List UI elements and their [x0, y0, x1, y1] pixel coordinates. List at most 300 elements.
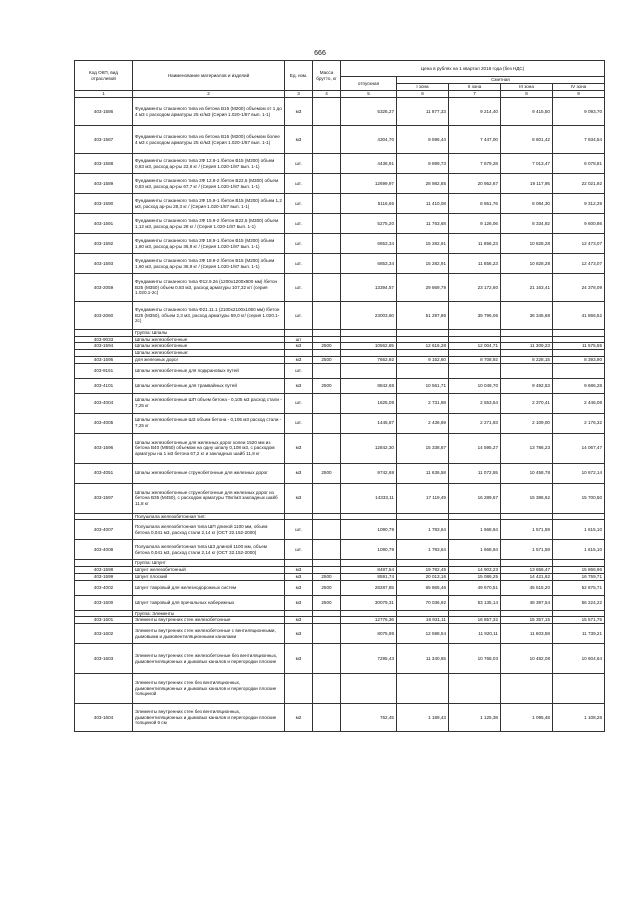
- row-code: 403-9151: [75, 363, 133, 378]
- table-row: [75, 302, 605, 330]
- col-index: 5: [341, 91, 397, 98]
- row-zone-3-price: 8 084,30: [501, 194, 553, 214]
- row-name: Шпалы железобетонные: [133, 343, 285, 350]
- row-release-price: 6853,34: [341, 254, 397, 274]
- row-zone-1-price: 15 282,91: [397, 234, 449, 254]
- row-unit: [285, 610, 313, 617]
- row-release-price: [341, 513, 397, 520]
- col-unit-header: Ед. изм.: [285, 61, 313, 91]
- row-zone-4-price: 22 021,92: [553, 174, 605, 194]
- row-code: [75, 330, 133, 337]
- row-name: Шпалы железобетонные ШЗ объем бетона - 0,105 м3 расход стали - 7,25 кг: [133, 413, 285, 433]
- row-unit: [285, 674, 313, 704]
- col-index: 7: [449, 91, 501, 98]
- row-mass: 2500: [313, 595, 341, 610]
- row-zone-1-price: 15 282,91: [397, 254, 449, 274]
- row-release-price: [341, 330, 397, 337]
- row-name: Шпунт тавровый для железнодорожных систем: [133, 580, 285, 595]
- row-zone-4-price: 1 108,28: [553, 704, 605, 732]
- table-row: [75, 126, 605, 154]
- row-zone-2-price: 53 135,14: [449, 595, 501, 610]
- table-row: [75, 234, 605, 254]
- row-zone-2-price: 7 447,00: [449, 126, 501, 154]
- row-zone-3-price: 10 828,28: [501, 234, 553, 254]
- row-zone-1-price: [397, 610, 449, 617]
- col-index: 3: [285, 91, 313, 98]
- row-zone-4-price: 2 446,08: [553, 393, 605, 413]
- row-name: Шпалы железобетонные ШП объем бетона - 0,105 м3 расход стали - 7,25 кг: [133, 393, 285, 413]
- table-row: [75, 393, 605, 413]
- row-zone-3-price: 9 492,53: [501, 378, 553, 393]
- row-zone-2-price: 9 214,40: [449, 98, 501, 126]
- row-release-price: [341, 363, 397, 378]
- row-zone-1-price: 51 297,86: [397, 302, 449, 330]
- row-zone-3-price: [501, 330, 553, 337]
- row-zone-1-price: 2 731,98: [397, 393, 449, 413]
- row-zone-2-price: 16 289,57: [449, 483, 501, 513]
- row-release-price: 12776,36: [341, 617, 397, 624]
- row-name: Элементы внутренних стен железобетонные с вентиляционными, дымовыми и дымовентиляционными каналами: [133, 624, 285, 644]
- row-name: Шпалы железобетонные для подкрановых путей: [133, 363, 285, 378]
- row-name: Полушпала железобетонная тип:: [133, 513, 285, 520]
- table-row: [75, 274, 605, 302]
- row-unit: м3: [285, 433, 313, 463]
- row-code: 403-1598: [75, 567, 133, 574]
- row-name: Полушпала железобетонная типа ШП длиной 1100 мм, объем бетона 0,041 м3, расход стали 2,14 кг (ОСТ 32.152-2000): [133, 520, 285, 540]
- row-unit: шт.: [285, 520, 313, 540]
- row-code: 403-1592: [75, 234, 133, 254]
- row-unit: м3: [285, 378, 313, 393]
- col-release-header: отпускная: [341, 77, 397, 91]
- row-unit: м3: [285, 463, 313, 483]
- row-name: Фундаменты стаканного типа из бетона В15 (М200) объемом более 4 м3 с расходом арматуры 25 кг/м3 (Серия 1.020-1/87 вып. 1-1): [133, 126, 285, 154]
- row-zone-3-price: [501, 610, 553, 617]
- row-name: Фундаменты стаканного типа 2Ф 18.9-1 /бетон В15 (М200) объем 1,60 м3, расход ар-ры 36,9 кг / (Серия 1.020-1/87 вып. 1-1): [133, 234, 285, 254]
- table-row: [75, 595, 605, 610]
- row-name: Фундаменты стаканного типа из бетона В15 (М200) объемом от 1 до 4 м3 с расходом арматуры 25 кг/м3 (Серия 1.020-1/87 вып. 1-1): [133, 98, 285, 126]
- table-row: [75, 214, 605, 234]
- table-row: [75, 356, 605, 363]
- row-release-price: 762,45: [341, 704, 397, 732]
- row-zone-4-price: 12 473,07: [553, 254, 605, 274]
- row-code: [75, 674, 133, 704]
- row-zone-4-price: 9 600,86: [553, 214, 605, 234]
- table-row: [75, 343, 605, 350]
- row-mass: [313, 610, 341, 617]
- row-zone-2-price: 9 126,06: [449, 214, 501, 234]
- row-name: Шпалы железобетонные: [133, 336, 285, 343]
- row-zone-2-price: 10 768,03: [449, 644, 501, 674]
- row-mass: [313, 520, 341, 540]
- row-zone-3-price: 10 458,78: [501, 463, 553, 483]
- row-unit: шт.: [285, 393, 313, 413]
- row-zone-3-price: 13 786,23: [501, 433, 553, 463]
- col-index: 1: [75, 91, 133, 98]
- row-zone-2-price: 10 049,70: [449, 378, 501, 393]
- row-mass: [313, 302, 341, 330]
- row-code: 403-2059: [75, 274, 133, 302]
- row-unit: шт.: [285, 194, 313, 214]
- row-mass: [313, 254, 341, 274]
- row-zone-2-price: 7 679,28: [449, 154, 501, 174]
- col-index: 9: [553, 91, 605, 98]
- row-release-price: 8075,98: [341, 624, 397, 644]
- row-zone-3-price: 19 117,95: [501, 174, 553, 194]
- row-zone-1-price: 10 561,71: [397, 378, 449, 393]
- row-name: Шпалы железобетонные струнобетонные для железных дорог из бетона В35 (М450), с расходом арматуры 70кг/м3 закладных шайб 11,8 кг: [133, 483, 285, 513]
- row-code: 403-1600: [75, 595, 133, 610]
- row-zone-3-price: [501, 336, 553, 343]
- row-zone-3-price: 10 482,08: [501, 644, 553, 674]
- row-mass: 2500: [313, 463, 341, 483]
- price-title-header: Цена в рублях на 1 квартал 2018 года (без НДС): [341, 61, 605, 77]
- table-row: [75, 363, 605, 378]
- row-release-price: 12842,30: [341, 433, 397, 463]
- row-code: 403-1595: [75, 356, 133, 363]
- table-row: [75, 463, 605, 483]
- row-code: 403-9033: [75, 336, 133, 343]
- row-unit: м3: [285, 573, 313, 580]
- row-release-price: 8842,68: [341, 378, 397, 393]
- row-zone-4-price: 1 615,10: [553, 540, 605, 560]
- row-release-price: 9742,68: [341, 463, 397, 483]
- row-mass: [313, 567, 341, 574]
- row-zone-4-price: 16 759,71: [553, 573, 605, 580]
- row-zone-2-price: [449, 513, 501, 520]
- row-release-price: 7662,92: [341, 356, 397, 363]
- row-mass: [313, 274, 341, 302]
- row-zone-1-price: 19 782,45: [397, 567, 449, 574]
- row-zone-2-price: [449, 610, 501, 617]
- zone-4-header: IV зона: [553, 84, 605, 91]
- row-release-price: 6853,34: [341, 234, 397, 254]
- row-mass: [313, 174, 341, 194]
- row-release-price: 14333,11: [341, 483, 397, 513]
- row-zone-3-price: 9 415,50: [501, 98, 553, 126]
- row-zone-3-price: 7 013,47: [501, 154, 553, 174]
- row-zone-3-price: 10 828,28: [501, 254, 553, 274]
- row-mass: [313, 363, 341, 378]
- row-zone-4-price: 15 571,75: [553, 617, 605, 624]
- row-name: Элементы внутренних стен без вентиляционных, дымовентиляционных и дымовых каналов и перегородки плоские толщиной 6 см: [133, 704, 285, 732]
- row-release-price: 4436,91: [341, 154, 397, 174]
- row-release-price: 13394,57: [341, 274, 397, 302]
- row-zone-2-price: 2 553,54: [449, 393, 501, 413]
- row-name: Полушпала железобетонная типа ШЗ длиной 1100 мм, объем бетона 0,041 м3, расход стали 2,14 кг (ОСТ 32.152-2000): [133, 540, 285, 560]
- row-zone-4-price: [553, 330, 605, 337]
- row-release-price: [341, 610, 397, 617]
- row-unit: м3: [285, 595, 313, 610]
- row-name: Шпалы железобетонные:: [133, 350, 285, 357]
- row-zone-1-price: 2 436,69: [397, 413, 449, 433]
- row-mass: [313, 540, 341, 560]
- row-name: Группа: Элементы: [133, 610, 285, 617]
- table-row: [75, 336, 605, 343]
- row-release-price: 5326,27: [341, 98, 397, 126]
- col-code-header: Код ОКП, вид отраслевой: [75, 61, 133, 91]
- table-row: [75, 413, 605, 433]
- table-row: [75, 513, 605, 520]
- row-zone-1-price: 29 869,79: [397, 274, 449, 302]
- row-zone-4-price: 7 934,54: [553, 126, 605, 154]
- row-zone-2-price: 14 903,23: [449, 567, 501, 574]
- row-code: 403-1599: [75, 573, 133, 580]
- row-zone-3-price: 1 095,48: [501, 704, 553, 732]
- row-zone-4-price: [553, 350, 605, 357]
- row-mass: [313, 624, 341, 644]
- row-zone-1-price: 1 783,64: [397, 540, 449, 560]
- row-zone-2-price: 16 857,32: [449, 617, 501, 624]
- row-zone-1-price: 11 763,68: [397, 214, 449, 234]
- row-zone-1-price: [397, 513, 449, 520]
- table-row: [75, 704, 605, 732]
- row-zone-2-price: 11 920,11: [449, 624, 501, 644]
- row-code: 403-1604: [75, 704, 133, 732]
- row-zone-4-price: 56 224,22: [553, 595, 605, 610]
- row-zone-4-price: 11 739,21: [553, 624, 605, 644]
- row-unit: шт: [285, 336, 313, 343]
- row-zone-2-price: 2 271,93: [449, 413, 501, 433]
- row-zone-3-price: 21 163,41: [501, 274, 553, 302]
- row-unit: шт.: [285, 540, 313, 560]
- col-name-header: Наименование материалов и изделий: [133, 61, 285, 91]
- row-zone-4-price: 6 078,81: [553, 154, 605, 174]
- row-code: [75, 350, 133, 357]
- row-zone-2-price: 12 004,71: [449, 343, 501, 350]
- row-zone-2-price: [449, 363, 501, 378]
- row-zone-4-price: 15 866,96: [553, 567, 605, 574]
- row-release-price: 7295,43: [341, 644, 397, 674]
- row-zone-1-price: 9 899,73: [397, 154, 449, 174]
- row-mass: [313, 704, 341, 732]
- row-mass: [313, 350, 341, 357]
- row-mass: [313, 560, 341, 567]
- row-zone-1-price: 15 338,87: [397, 433, 449, 463]
- row-release-price: 1445,87: [341, 413, 397, 433]
- col-mass-header: Масса брутто, кг: [313, 61, 341, 91]
- row-release-price: [341, 560, 397, 567]
- row-code: 403-4008: [75, 540, 133, 560]
- row-release-price: 5275,20: [341, 214, 397, 234]
- row-unit: м3: [285, 343, 313, 350]
- row-code: 403-4101: [75, 378, 133, 393]
- row-zone-3-price: 8 334,92: [501, 214, 553, 234]
- row-code: 403-4051: [75, 463, 133, 483]
- row-code: 403-1602: [75, 624, 133, 644]
- row-code: 403-1597: [75, 483, 133, 513]
- row-unit: шт.: [285, 413, 313, 433]
- row-release-price: 28287,85: [341, 580, 397, 595]
- row-unit: м2: [285, 704, 313, 732]
- row-zone-4-price: 10 604,64: [553, 644, 605, 674]
- table-row: [75, 483, 605, 513]
- row-zone-4-price: [553, 513, 605, 520]
- row-name: Шпалы железобетонные для трамвайных путей: [133, 378, 285, 393]
- row-release-price: 5116,65: [341, 194, 397, 214]
- row-code: 403-1586: [75, 98, 133, 126]
- row-name: Элементы внутренних стен железобетонные: [133, 617, 285, 624]
- row-release-price: 30079,31: [341, 595, 397, 610]
- row-code: 403-1589: [75, 174, 133, 194]
- row-zone-1-price: [397, 330, 449, 337]
- row-mass: [313, 214, 341, 234]
- row-name: Шпунт тавровый для причальных набережных: [133, 595, 285, 610]
- row-mass: [313, 330, 341, 337]
- row-zone-2-price: 49 670,51: [449, 580, 501, 595]
- row-name: Фундаменты стаканного типа 2Ф 18.9-2 /бетон В15 (М200) объем 1,60 м3, расход ар-ры 36,9 кг / (Серия 1.020-1/87 вып. 1-1): [133, 254, 285, 274]
- table-row: [75, 617, 605, 624]
- row-zone-2-price: [449, 330, 501, 337]
- row-zone-4-price: 1 615,10: [553, 520, 605, 540]
- row-zone-2-price: 14 595,27: [449, 433, 501, 463]
- row-zone-4-price: 52 875,71: [553, 580, 605, 595]
- row-zone-2-price: 20 952,67: [449, 174, 501, 194]
- row-mass: [313, 336, 341, 343]
- table-row: [75, 254, 605, 274]
- row-zone-1-price: 11 340,65: [397, 644, 449, 674]
- table-row: [75, 194, 605, 214]
- row-zone-1-price: [397, 560, 449, 567]
- row-zone-2-price: 8 708,92: [449, 356, 501, 363]
- table-row: [75, 540, 605, 560]
- row-zone-3-price: [501, 560, 553, 567]
- row-name: Шпунт железобетонный: [133, 567, 285, 574]
- row-zone-1-price: 28 982,85: [397, 174, 449, 194]
- row-zone-1-price: 12 616,28: [397, 343, 449, 350]
- page-number: 666: [314, 50, 326, 57]
- table-row: [75, 378, 605, 393]
- row-zone-3-price: 8 601,42: [501, 126, 553, 154]
- row-name: Элементы внутренних стен железобетонные без вентиляционных, дымовентиляционных и дымовых каналов и перегородки плоские: [133, 644, 285, 674]
- row-zone-1-price: [397, 674, 449, 704]
- table-body: [75, 98, 605, 732]
- row-name: Фундаменты стаканного типа 2Ф 12.9-2 /бетон В22,5 (М300) объем 0,83 м3, расход ар-ры 67,7 кг / (Серия 1.020-1/87 вып. 1-1): [133, 174, 285, 194]
- row-zone-1-price: 70 036,92: [397, 595, 449, 610]
- row-zone-4-price: 15 700,50: [553, 483, 605, 513]
- table-row: [75, 520, 605, 540]
- row-code: 403-1596: [75, 433, 133, 463]
- row-mass: [313, 154, 341, 174]
- row-code: 403-4004: [75, 393, 133, 413]
- row-release-price: 23003,60: [341, 302, 397, 330]
- table-row: [75, 644, 605, 674]
- row-mass: [313, 644, 341, 674]
- row-zone-3-price: 1 571,59: [501, 520, 553, 540]
- table-row: [75, 567, 605, 574]
- row-name: Фундаменты стаканного типа 2Ф 15.9-2 /бетон В22,5 (М300) объем 1,12 м3, расход ар-ры 28 кг / (Серия 1.020-1/87 вып. 1-1): [133, 214, 285, 234]
- row-zone-1-price: [397, 336, 449, 343]
- row-zone-2-price: 11 856,23: [449, 234, 501, 254]
- row-zone-1-price: [397, 350, 449, 357]
- zone-3-header: III зона: [501, 84, 553, 91]
- row-zone-3-price: 1 571,59: [501, 540, 553, 560]
- table-row: [75, 560, 605, 567]
- row-release-price: [341, 350, 397, 357]
- row-code: 403-4002: [75, 580, 133, 595]
- row-code: [75, 560, 133, 567]
- row-unit: шт.: [285, 234, 313, 254]
- col-index: 8: [501, 91, 553, 98]
- table-row: [75, 674, 605, 704]
- table-row: [75, 350, 605, 357]
- row-code: 403-1601: [75, 617, 133, 624]
- row-name: Шпалы железобетонные для железных дорог колеи 1520 мм из бетона В40 (М550) объемом на одну шпалу 0,108 м3, с расходом арматуры на 1 м3 бетона 67,2 кг и закладных шайб 11,8 кг: [133, 433, 285, 463]
- row-zone-3-price: 2 109,00: [501, 413, 553, 433]
- table-row: [75, 174, 605, 194]
- table-row: [75, 573, 605, 580]
- row-code: 403-2060: [75, 302, 133, 330]
- column-index-row: [75, 91, 605, 98]
- row-mass: [313, 674, 341, 704]
- row-zone-2-price: 1 125,38: [449, 704, 501, 732]
- row-mass: [313, 433, 341, 463]
- row-mass: 2500: [313, 343, 341, 350]
- row-zone-3-price: 13 656,47: [501, 567, 553, 574]
- row-zone-3-price: 11 309,23: [501, 343, 553, 350]
- row-zone-4-price: 9 093,70: [553, 98, 605, 126]
- row-unit: м3: [285, 98, 313, 126]
- row-zone-2-price: 1 668,94: [449, 520, 501, 540]
- table-row: [75, 98, 605, 126]
- row-mass: 2500: [313, 573, 341, 580]
- row-unit: [285, 513, 313, 520]
- row-unit: шт.: [285, 363, 313, 378]
- row-unit: м3: [285, 126, 313, 154]
- row-zone-1-price: 12 598,54: [397, 624, 449, 644]
- row-zone-4-price: 2 176,32: [553, 413, 605, 433]
- row-zone-4-price: [553, 363, 605, 378]
- row-release-price: 4304,70: [341, 126, 397, 154]
- row-zone-2-price: 1 668,94: [449, 540, 501, 560]
- row-code: 403-1603: [75, 644, 133, 674]
- row-code: 403-4007: [75, 520, 133, 540]
- row-unit: [285, 330, 313, 337]
- row-unit: шт.: [285, 274, 313, 302]
- row-unit: м3: [285, 624, 313, 644]
- row-name: Шпалы железобетонные струнобетонные для железных дорог: [133, 463, 285, 483]
- row-code: 403-1590: [75, 194, 133, 214]
- row-zone-4-price: [553, 336, 605, 343]
- row-unit: шт.: [285, 254, 313, 274]
- row-zone-3-price: 11 603,58: [501, 624, 553, 644]
- row-code: [75, 610, 133, 617]
- row-zone-3-price: 48 397,54: [501, 595, 553, 610]
- row-unit: шт.: [285, 174, 313, 194]
- row-mass: [313, 126, 341, 154]
- row-release-price: [341, 336, 397, 343]
- row-release-price: 1625,08: [341, 393, 397, 413]
- row-zone-2-price: 8 851,76: [449, 194, 501, 214]
- row-zone-3-price: 14 421,62: [501, 573, 553, 580]
- row-mass: [313, 194, 341, 214]
- row-code: 403-4005: [75, 413, 133, 433]
- row-mass: [313, 617, 341, 624]
- row-unit: шт.: [285, 302, 313, 330]
- row-unit: [285, 560, 313, 567]
- row-zone-4-price: 9 686,28: [553, 378, 605, 393]
- row-name: Фундаменты стаканного типа 2Ф 12.9-1 /бетон В15 (М200) объем 0,83 м3, расход ар-ры 22,6 кг / (Серия 1.020-1/87 вып. 1-1): [133, 154, 285, 174]
- row-release-price: 8487,54: [341, 567, 397, 574]
- table-row: [75, 330, 605, 337]
- row-unit: шт.: [285, 154, 313, 174]
- row-zone-1-price: 1 189,43: [397, 704, 449, 732]
- row-code: 403-1587: [75, 126, 133, 154]
- row-zone-1-price: 17 119,49: [397, 483, 449, 513]
- row-code: 403-1593: [75, 254, 133, 274]
- row-name: Элементы внутренних стен без вентиляционных, дымовентиляционных и дымовых каналов и перегородки плоские толщиной: [133, 674, 285, 704]
- row-unit: м3: [285, 580, 313, 595]
- row-zone-1-price: [397, 363, 449, 378]
